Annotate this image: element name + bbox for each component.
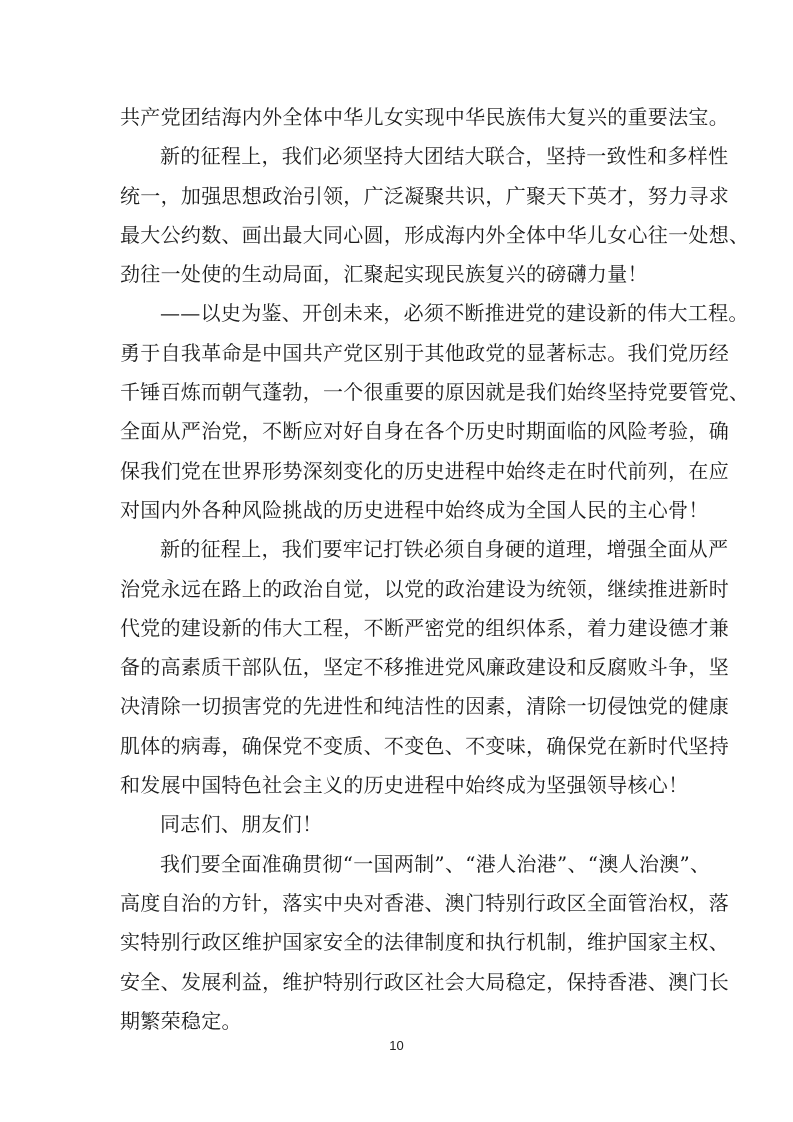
text-line: 期繁荣稳定。 <box>120 1008 242 1033</box>
text-line: 肌体的病毒，确保党不变质、不变色、不变味，确保党在新时代坚持 <box>120 733 729 758</box>
text-line: 共产党团结海内外全体中华儿女实现中华民族伟大复兴的重要法宝。 <box>120 105 729 129</box>
text-line: 治党永远在路上的政治自觉，以党的政治建设为统领，继续推进新时 <box>120 576 729 601</box>
text-line: 劲往一处使的生动局面，汇聚起实现民族复兴的磅礴力量！ <box>120 262 648 287</box>
paragraph-start-line: 我们要全面准确贯彻“一国两制”、“港人治港”、“澳人治澳”、 <box>160 851 711 876</box>
text-line: 勇于自我革命是中国共产党区别于其他政党的显著标志。我们党历经 <box>120 340 729 365</box>
text-line: 和发展中国特色社会主义的历史进程中始终成为坚强领导核心！ <box>120 773 689 798</box>
paragraph-start-line: 新的征程上，我们必须坚持大团结大联合，坚持一致性和多样性 <box>160 144 729 169</box>
text-line: 备的高素质干部队伍，坚定不移推进党风廉政建设和反腐败斗争，坚 <box>120 655 729 680</box>
text-line: 代党的建设新的伟大工程，不断严密党的组织体系，着力建设德才兼 <box>120 615 729 640</box>
text-line: 统一，加强思想政治引领，广泛凝聚共识，广聚天下英才，努力寻求 <box>120 183 729 208</box>
paragraph-start-line: 同志们、朋友们！ <box>160 812 323 837</box>
text-line: 决清除一切损害党的先进性和纯洁性的因素，清除一切侵蚀党的健康 <box>120 694 729 719</box>
paragraph-start-line: 新的征程上，我们要牢记打铁必须自身硬的道理，增强全面从严 <box>160 537 729 562</box>
paragraph-start-line: ——以史为鉴、开创未来，必须不断推进党的建设新的伟大工程。 <box>160 301 749 326</box>
text-line: 最大公约数、画出最大同心圆，形成海内外全体中华儿女心往一处想、 <box>120 222 750 247</box>
text-line: 全面从严治党，不断应对好自身在各个历史时期面临的风险考验，确 <box>120 419 729 444</box>
text-line: 千锤百炼而朝气蓬勃，一个很重要的原因就是我们始终坚持党要管党、 <box>120 380 750 405</box>
text-line: 对国内外各种风险挑战的历史进程中始终成为全国人民的主心骨！ <box>120 497 709 522</box>
body-text <box>120 98 750 1041</box>
page-number: 10 <box>389 1038 404 1053</box>
text-line: 高度自治的方针，落实中央对香港、澳门特别行政区全面管治权，落 <box>120 890 729 915</box>
text-line: 实特别行政区维护国家安全的法律制度和执行机制，维护国家主权、 <box>120 930 729 955</box>
text-line: 保我们党在世界形势深刻变化的历史进程中始终走在时代前列，在应 <box>120 458 729 483</box>
text-line: 安全、发展利益，维护特别行政区社会大局稳定，保持香港、澳门长 <box>120 969 729 994</box>
